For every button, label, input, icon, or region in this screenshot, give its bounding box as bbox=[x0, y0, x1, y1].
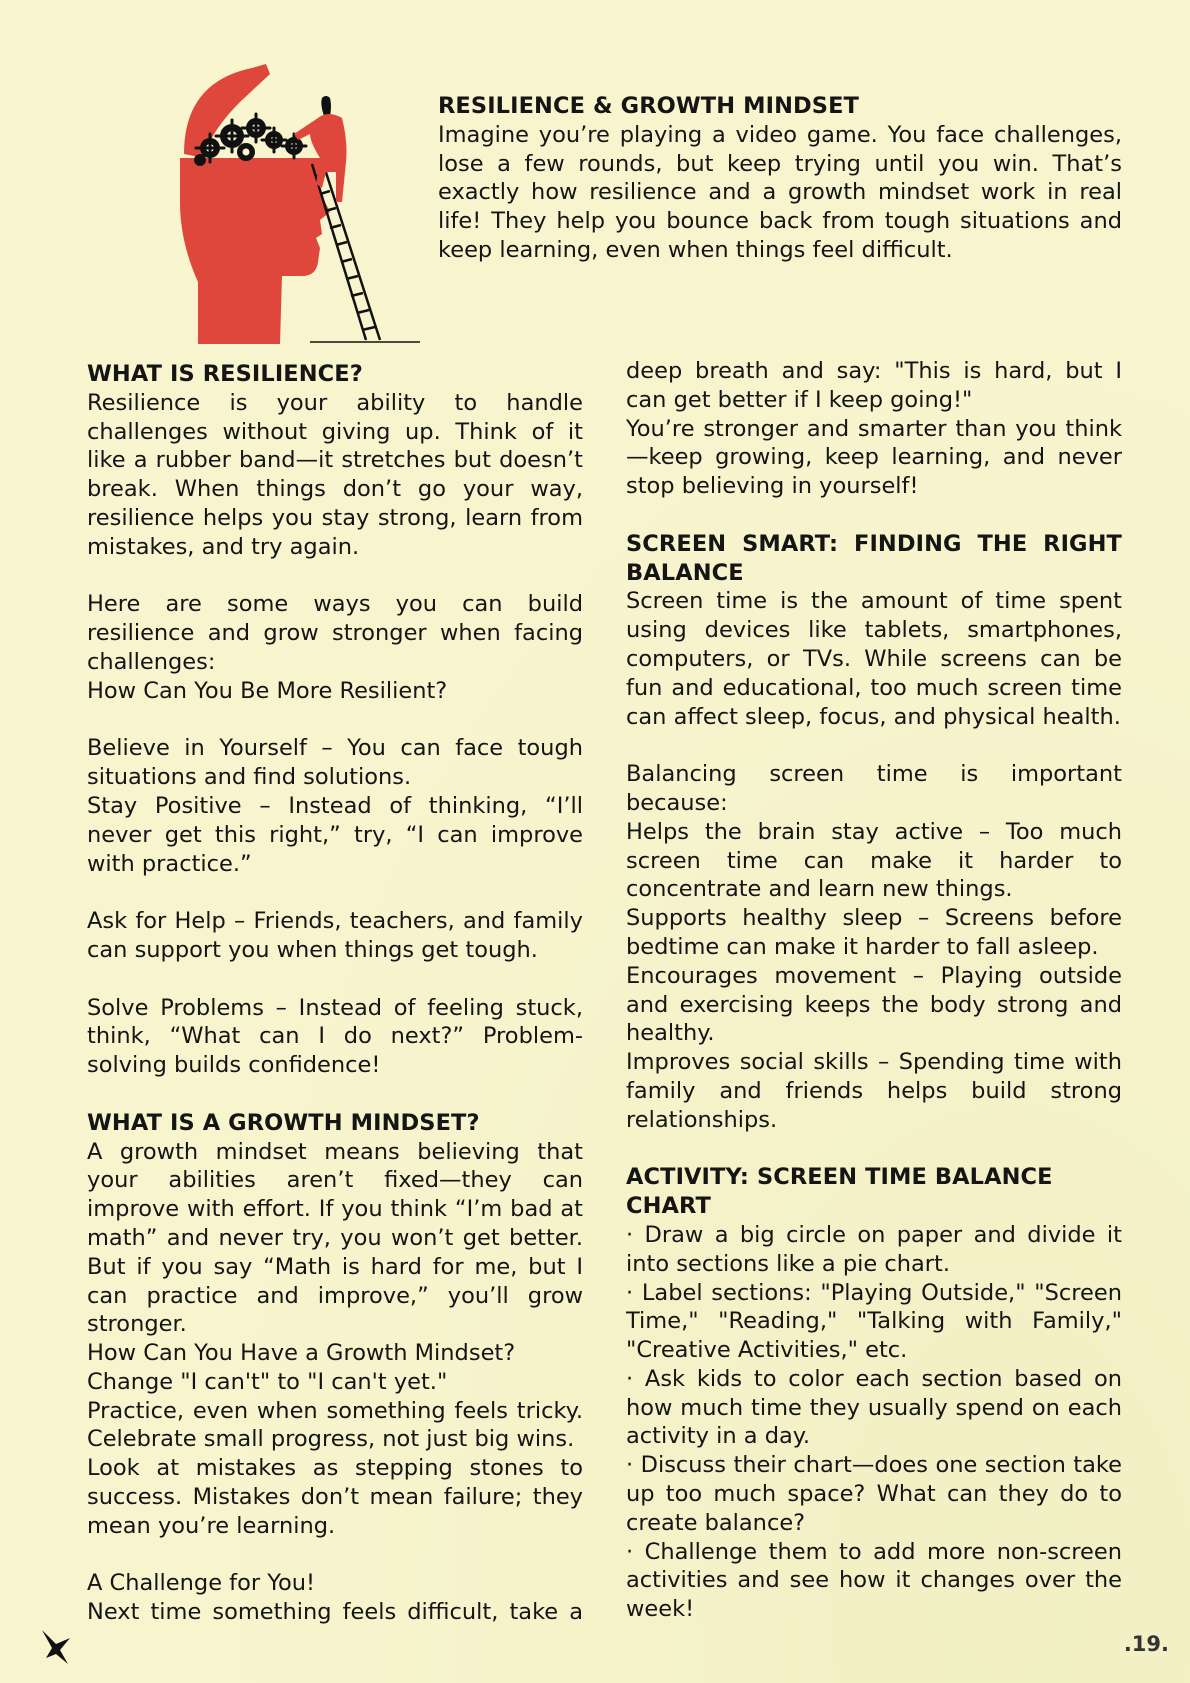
paragraph: Believe in Yourself – You can face tough situations and find solutions. bbox=[87, 735, 583, 791]
paragraph: Celebrate small progress, not just big wins. bbox=[87, 1426, 575, 1453]
paragraph: Look at mistakes as stepping stones to success. Mistakes don’t mean failure; they mean you’re learning. bbox=[87, 1455, 583, 1539]
paragraph: How Can You Have a Growth Mindset? bbox=[87, 1340, 516, 1367]
paragraph: Here are some ways you can build resilience and grow stronger when facing challenges: bbox=[87, 591, 583, 675]
intro-section bbox=[438, 92, 1122, 265]
paragraph: Change "I can't" to "I can't yet." bbox=[87, 1368, 448, 1395]
paragraph: Stay Positive – Instead of thinking, “I’ll never get this right,” try, “I can improve with practice.” bbox=[87, 792, 583, 877]
paragraph: deep breath and say: "This is hard, but I can get better if I keep going!" bbox=[626, 358, 1122, 413]
paragraph: Practice, even when something feels tricky. bbox=[87, 1397, 583, 1424]
paragraph: A Challenge for You! bbox=[87, 1570, 316, 1597]
list-item: · Draw a big circle on paper and divide it into sections like a pie chart. bbox=[626, 1221, 1122, 1277]
heading-growth-mindset: WHAT IS A GROWTH MINDSET? bbox=[87, 1109, 480, 1136]
heading-screen-smart: SCREEN SMART: FINDING THE RIGHT BALANCE bbox=[626, 530, 1122, 586]
left-column bbox=[87, 360, 583, 1627]
paragraph: You’re stronger and smarter than you think—keep growing, keep learning, and never stop believing in yourself! bbox=[626, 415, 1122, 500]
head-silhouette bbox=[180, 158, 330, 344]
list-item: · Challenge them to add more non-screen activities and see how it changes over the week! bbox=[626, 1538, 1122, 1623]
list-item: · Label sections: "Playing Outside," "Screen Time," "Reading," "Talking with Family," "Creative Activities," etc. bbox=[626, 1279, 1122, 1364]
head-gears-illustration bbox=[170, 62, 420, 344]
list-item: · Ask kids to color each section based on how much time they usually spend on each activity in a day. bbox=[626, 1365, 1122, 1450]
intro-title: RESILIENCE & GROWTH MINDSET bbox=[438, 93, 859, 119]
paragraph: Solve Problems – Instead of feeling stuck, think, “What can I do next?” Problem-solving builds confidence! bbox=[87, 994, 583, 1079]
intro-text: Imagine you’re playing a video game. You face challenges, lose a few rounds, but keep trying until you win. That’s exactly how resilience and a growth mindset work in real life! They help you bounce back from tough situations and keep learning, even when things feel difficult. bbox=[438, 121, 1122, 263]
paragraph: Encourages movement – Playing outside and exercising keeps the body strong and healthy. bbox=[626, 962, 1122, 1047]
paragraph: Improves social skills – Spending time with family and friends helps build strong relationships. bbox=[626, 1049, 1122, 1133]
paragraph: Supports healthy sleep – Screens before bedtime can make it harder to fall asleep. bbox=[626, 905, 1122, 960]
page-number: .19. bbox=[1123, 1632, 1169, 1656]
bird-logo-icon bbox=[40, 1628, 74, 1666]
paragraph: Screen time is the amount of time spent using devices like tablets, smartphones, computers, or TVs. While screens can be fun and educational, too much screen time can affect sleep, focus, and physical health. bbox=[626, 588, 1122, 730]
paragraph: Ask for Help – Friends, teachers, and family can support you when things get tough. bbox=[87, 908, 583, 963]
list-item: · Discuss their chart—does one section take up too much space? What can they do to create balance? bbox=[626, 1452, 1122, 1536]
paragraph: How Can You Be More Resilient? bbox=[87, 677, 448, 704]
heading-what-is-resilience: WHAT IS RESILIENCE? bbox=[87, 361, 363, 387]
right-column bbox=[626, 357, 1122, 1624]
paragraph: Next time something feels difficult, take a bbox=[87, 1599, 583, 1626]
paragraph: Balancing screen time is important because: bbox=[626, 761, 1122, 816]
paragraph: Helps the brain stay active – Too much screen time can make it harder to concentrate and learn new things. bbox=[626, 818, 1122, 903]
paragraph: A growth mindset means believing that your abilities aren’t fixed—they can improve with effort. If you think “I’m bad at math” and never try, you won’t get better. But if you say “Math is hard for me, but I can practice and improve,” you’ll grow stronger. bbox=[87, 1138, 583, 1338]
heading-activity: ACTIVITY: SCREEN TIME BALANCE CHART bbox=[626, 1164, 1053, 1220]
paragraph: Resilience is your ability to handle challenges without giving up. Think of it like a rubber band—it stretches but doesn’t break. When things don’t go your way, resilience helps you stay strong, learn from mistakes, and try again. bbox=[87, 389, 583, 560]
